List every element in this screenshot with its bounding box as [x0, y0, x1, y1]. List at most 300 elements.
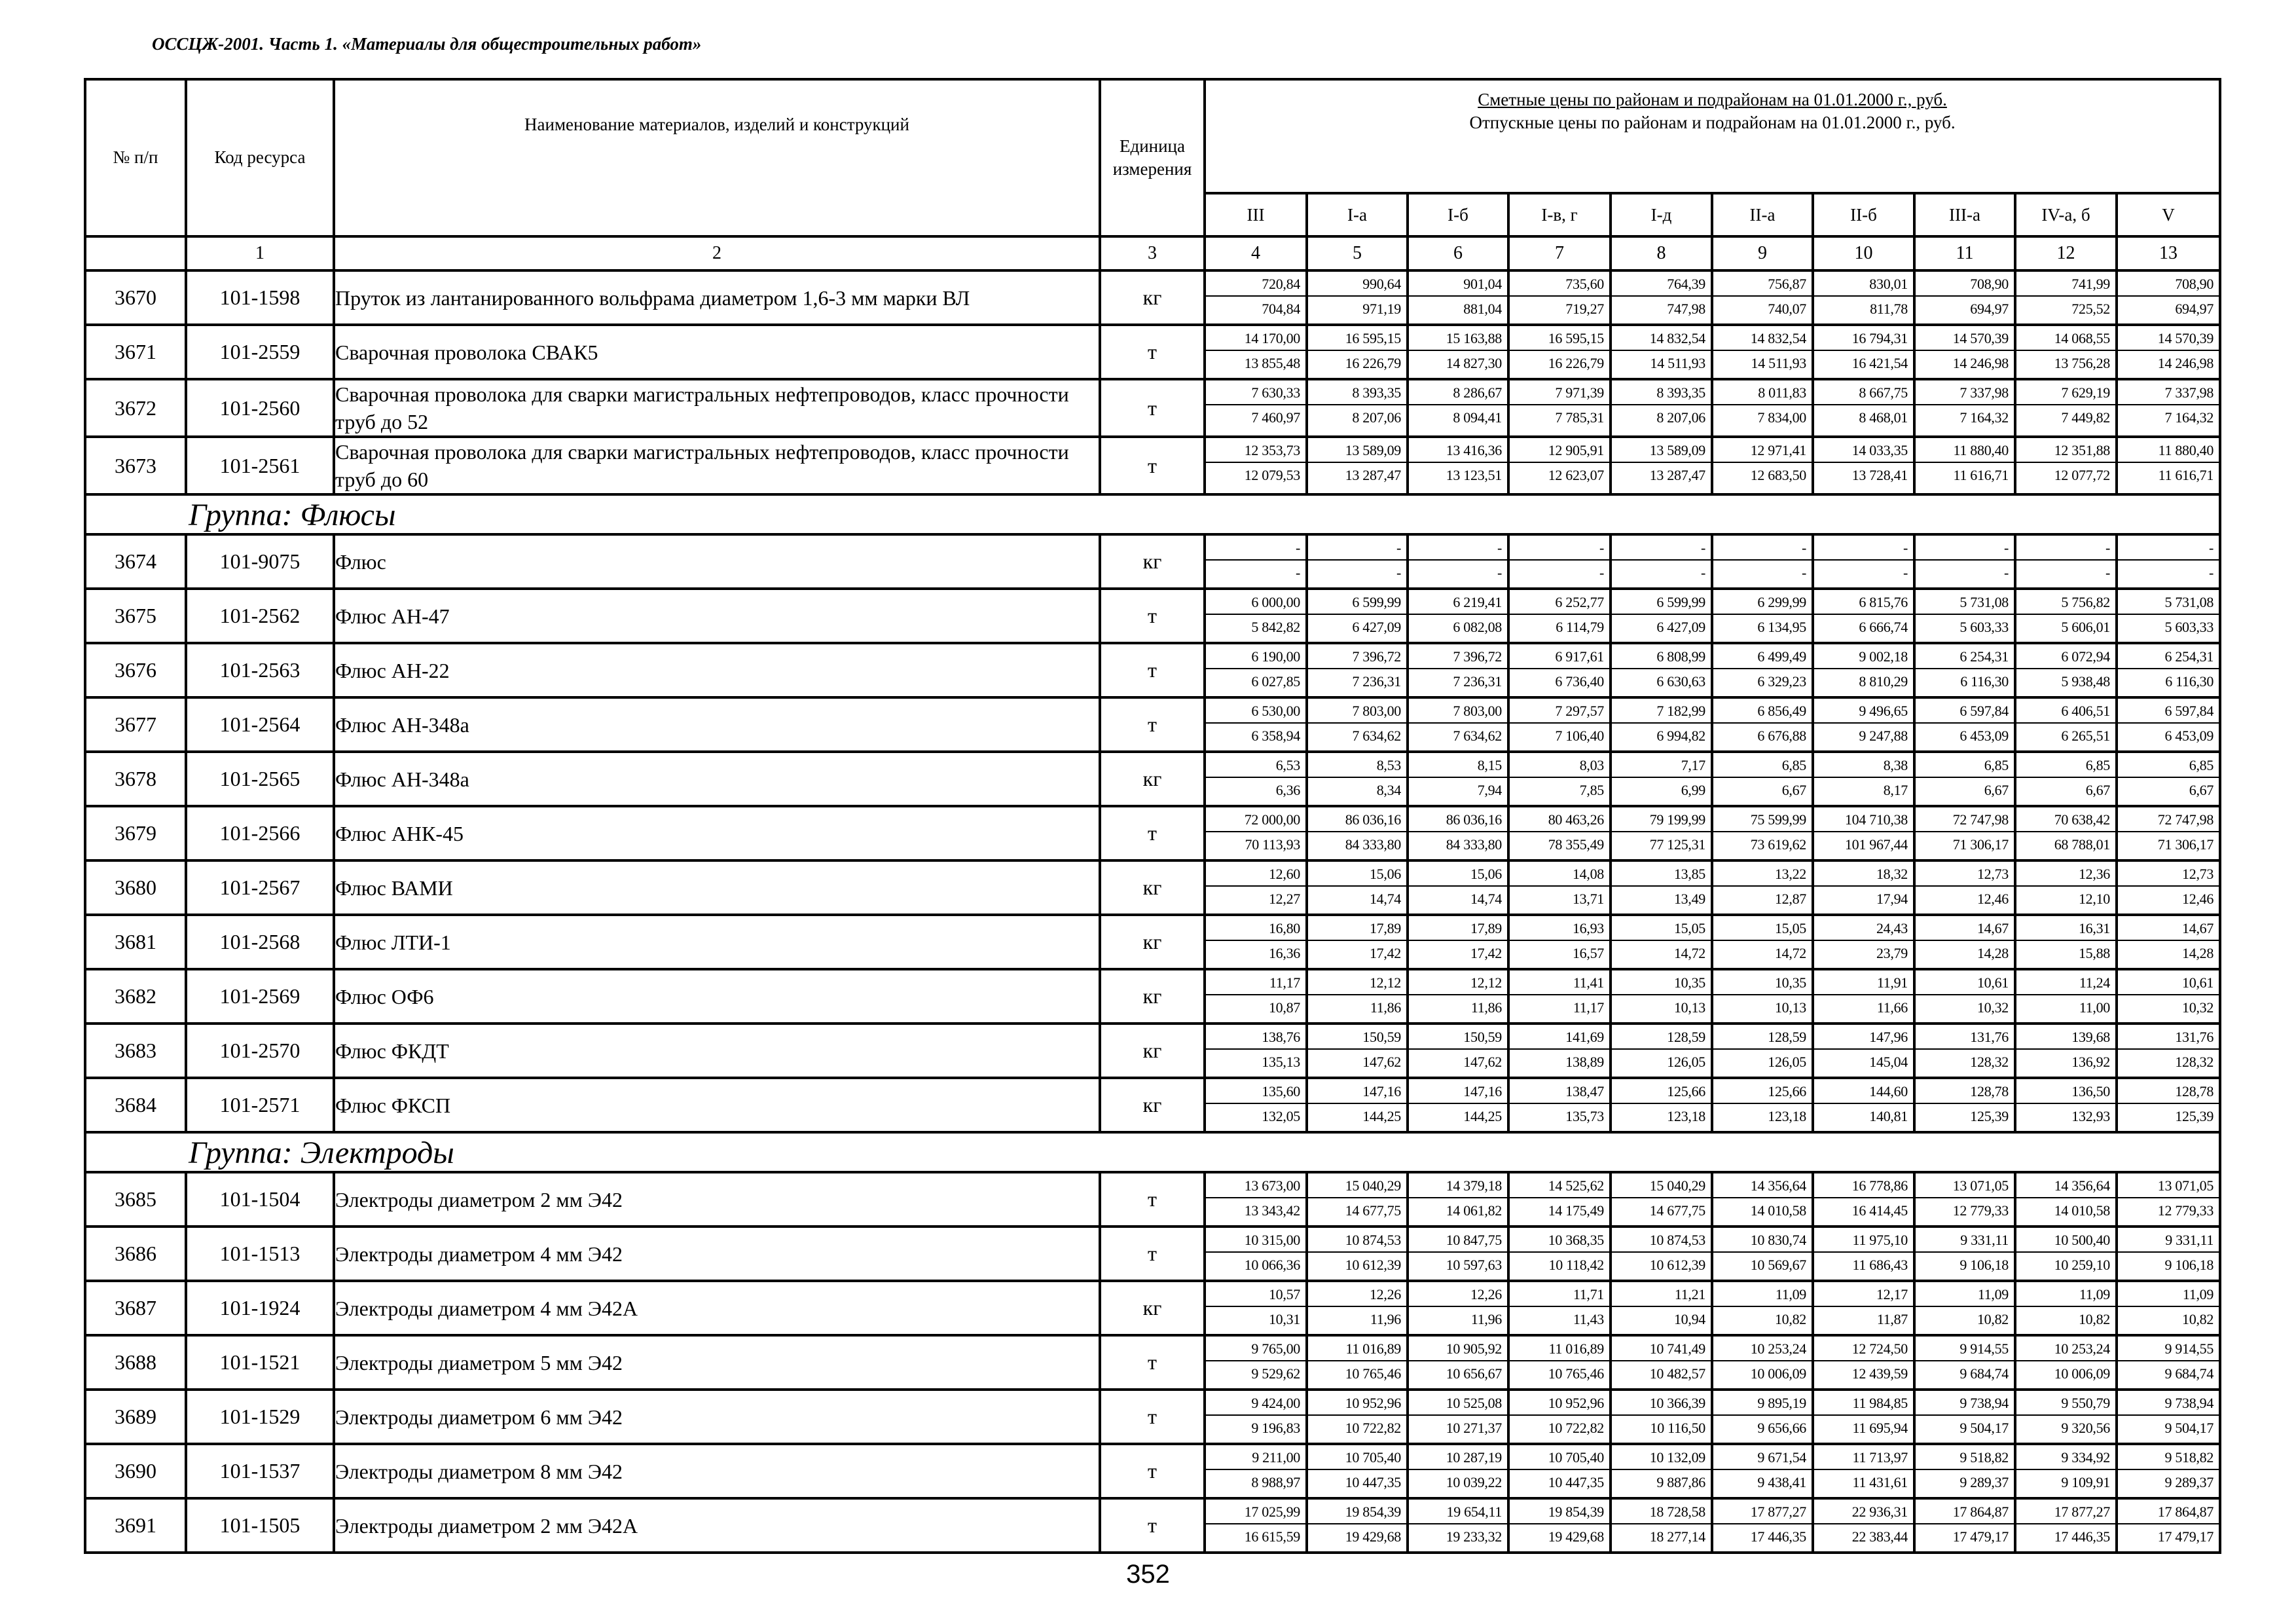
price-cell [1813, 752, 1914, 806]
release-price: 10 118,42 [1548, 1257, 1604, 1273]
estimate-price: 11,21 [1612, 1282, 1711, 1307]
resource-code: 101-2559 [186, 325, 334, 379]
estimate-price: 16 595,15 [1308, 326, 1406, 351]
estimate-price: 12,36 [2016, 862, 2115, 887]
estimate-price: 11 984,85 [1814, 1391, 1913, 1416]
release-price: 10 039,22 [1446, 1474, 1502, 1490]
price-cell [1205, 1498, 1307, 1553]
price-cell [1408, 1390, 1508, 1444]
estimate-price: 8 393,35 [1308, 380, 1406, 405]
estimate-price: 9 765,00 [1206, 1337, 1305, 1361]
price-cell [2117, 806, 2220, 860]
estimate-price: 10 500,40 [2016, 1228, 2115, 1253]
release-price: 14,72 [1673, 945, 1705, 961]
estimate-price: 8,53 [1308, 753, 1406, 778]
release-price: 18 277,14 [1649, 1528, 1705, 1545]
unit-of-measure: т [1100, 1335, 1205, 1390]
price-cell [1307, 379, 1408, 437]
estimate-price: 79 199,99 [1612, 807, 1711, 832]
unit-of-measure: т [1100, 1227, 1205, 1281]
estimate-price: 11 975,10 [1814, 1228, 1913, 1253]
release-price: 6 114,79 [1556, 619, 1604, 635]
price-cell [1712, 589, 1813, 643]
release-price: 12 683,50 [1750, 467, 1806, 483]
material-name: Электроды диаметром 8 мм Э42 [334, 1444, 1100, 1498]
price-cell [1712, 1024, 1813, 1078]
release-price: 6 453,09 [2164, 728, 2214, 744]
price-cell [1611, 325, 1712, 379]
unit-of-measure: т [1100, 379, 1205, 437]
row-number: 3675 [85, 589, 186, 643]
material-name: Электроды диаметром 2 мм Э42 [334, 1172, 1100, 1227]
table-row [85, 1335, 2220, 1390]
resource-code: 101-1537 [186, 1444, 334, 1498]
row-number: 3683 [85, 1024, 186, 1078]
release-price: 5 603,33 [1959, 619, 2009, 635]
release-price: 10,87 [1268, 999, 1300, 1016]
price-cell [1508, 1335, 1611, 1390]
release-price: 719,27 [1565, 301, 1604, 317]
table-row [85, 1024, 2220, 1078]
release-price: 6 027,85 [1251, 673, 1300, 690]
release-price: 11 616,71 [1953, 467, 2009, 483]
release-price: 6 453,09 [1959, 728, 2009, 744]
row-number: 3678 [85, 752, 186, 806]
estimate-price: 12,12 [1308, 970, 1406, 995]
resource-code: 101-2565 [186, 752, 334, 806]
resource-code: 101-1521 [186, 1335, 334, 1390]
estimate-price: 10 874,53 [1308, 1228, 1406, 1253]
price-cell [1914, 437, 2015, 494]
release-price: 12 779,33 [2157, 1202, 2214, 1219]
release-price: 6 116,30 [2165, 673, 2214, 690]
price-cell [2015, 1281, 2117, 1335]
page-number: 352 [1126, 1560, 1170, 1589]
table-row [85, 1227, 2220, 1281]
estimate-price: 14 170,00 [1206, 326, 1305, 351]
price-cell [1508, 1444, 1611, 1498]
resource-code: 101-2570 [186, 1024, 334, 1078]
price-cell [2015, 806, 2117, 860]
price-cell [1205, 806, 1307, 860]
material-name: Электроды диаметром 5 мм Э42 [334, 1335, 1100, 1390]
release-price: 7,85 [1579, 782, 1604, 798]
price-cell [1611, 1281, 1712, 1335]
release-price: 6 666,74 [1859, 619, 1908, 635]
price-cell [1508, 697, 1611, 752]
table-row [85, 437, 2220, 494]
release-price: 68 788,01 [2054, 836, 2110, 853]
table-row [85, 379, 2220, 437]
group-header-row [85, 494, 2220, 534]
release-price: 725,52 [2071, 301, 2110, 317]
release-price: 6 116,30 [1960, 673, 2009, 690]
release-price: 694,97 [2175, 301, 2214, 317]
price-cell [1712, 270, 1813, 325]
price-cell [1712, 1335, 1813, 1390]
release-price: 7 236,31 [1453, 673, 1502, 690]
group-label: Группа: Электроды [186, 1132, 2220, 1172]
material-name: Флюс АН-348а [334, 752, 1100, 806]
release-price: 84 333,80 [1345, 836, 1401, 853]
release-price: 9 887,86 [1656, 1474, 1705, 1490]
release-price: 17 446,35 [2054, 1528, 2110, 1545]
price-cell [1408, 270, 1508, 325]
estimate-price: 6 254,31 [1916, 644, 2014, 669]
price-cell [1813, 697, 1914, 752]
price-cell [1508, 1078, 1611, 1132]
estimate-price: 10,35 [1612, 970, 1711, 995]
release-price: 12 079,53 [1244, 467, 1300, 483]
price-cell [1205, 437, 1307, 494]
col-number-cell: 3 [1100, 236, 1205, 270]
price-cell [1813, 915, 1914, 969]
release-price: - [1497, 564, 1502, 581]
material-name: Электроды диаметром 4 мм Э42 [334, 1227, 1100, 1281]
estimate-price: 13 589,09 [1308, 438, 1406, 463]
estimate-price: - [1308, 536, 1406, 561]
estimate-price: 7,17 [1612, 753, 1711, 778]
resource-code: 101-2567 [186, 860, 334, 915]
estimate-price: 144,60 [1814, 1079, 1913, 1104]
release-price: 7 236,31 [1352, 673, 1401, 690]
col-number-cell: 12 [2015, 236, 2117, 270]
release-price: 14 511,93 [1650, 355, 1705, 371]
price-cell [1205, 270, 1307, 325]
price-table [84, 78, 2221, 1554]
row-number: 3688 [85, 1335, 186, 1390]
material-name: Электроды диаметром 6 мм Э42 [334, 1390, 1100, 1444]
estimate-price: 6,85 [1916, 753, 2014, 778]
region-header-cell: I-а [1307, 193, 1408, 236]
col-number-cell: 9 [1712, 236, 1813, 270]
price-cell [1914, 325, 2015, 379]
release-price: 14 246,98 [1952, 355, 2009, 371]
price-cell [1307, 1444, 1408, 1498]
release-price: 10,13 [1673, 999, 1705, 1016]
price-cell [1914, 915, 2015, 969]
release-price: 10 259,10 [2054, 1257, 2110, 1273]
material-name: Флюс ФКДТ [334, 1024, 1100, 1078]
price-cell [2015, 534, 2117, 589]
release-price: 77 125,31 [1649, 836, 1705, 853]
estimate-price: 6 856,49 [1713, 699, 1812, 724]
estimate-price: 17 864,87 [2118, 1500, 2219, 1524]
price-cell [1408, 1172, 1508, 1227]
release-price: 13 123,51 [1446, 467, 1502, 483]
price-cell [1408, 806, 1508, 860]
estimate-price: 16,80 [1206, 916, 1305, 941]
price-cell [1712, 915, 1813, 969]
price-cell [1508, 1172, 1611, 1227]
estimate-price: 14,67 [1916, 916, 2014, 941]
release-price: 8 810,29 [1859, 673, 1908, 690]
release-price: 14 827,30 [1446, 355, 1502, 371]
price-cell [1611, 860, 1712, 915]
resource-code: 101-1504 [186, 1172, 334, 1227]
price-cell [1408, 1444, 1508, 1498]
release-price: 12,87 [1774, 891, 1806, 907]
estimate-price: 901,04 [1409, 272, 1507, 297]
price-cell [1712, 1227, 1813, 1281]
price-cell [1307, 752, 1408, 806]
row-number: 3682 [85, 969, 186, 1024]
release-price: 13 287,47 [1649, 467, 1705, 483]
table-row [85, 1498, 2220, 1553]
price-cell [1307, 270, 1408, 325]
release-price: 10 569,67 [1750, 1257, 1806, 1273]
estimate-price: 10 253,24 [2016, 1337, 2115, 1361]
unit-of-measure: кг [1100, 969, 1205, 1024]
release-price: 10,94 [1673, 1311, 1705, 1327]
release-price: 7 106,40 [1555, 728, 1604, 744]
estimate-price: 70 638,42 [2016, 807, 2115, 832]
release-price: 6 134,95 [1757, 619, 1806, 635]
row-number: 3690 [85, 1444, 186, 1498]
estimate-price: 19 654,11 [1409, 1500, 1507, 1524]
release-price: 5 603,33 [2164, 619, 2214, 635]
release-price: 6 265,51 [2061, 728, 2110, 744]
release-price: 6,67 [2189, 782, 2214, 798]
release-price: 6,67 [1781, 782, 1806, 798]
release-price: 17 479,17 [1952, 1528, 2009, 1545]
estimate-price: 9 914,55 [1916, 1337, 2014, 1361]
estimate-price: 9 671,54 [1713, 1445, 1812, 1470]
estimate-price: 6 219,41 [1409, 590, 1507, 615]
price-cell [1914, 860, 2015, 915]
estimate-price: 6 299,99 [1713, 590, 1812, 615]
release-price: 13 756,28 [2054, 355, 2110, 371]
price-cell [1611, 1227, 1712, 1281]
price-cell [1408, 1024, 1508, 1078]
price-cell [1307, 589, 1408, 643]
release-price: 12,27 [1268, 891, 1300, 907]
price-cell [1813, 1078, 1914, 1132]
price-cell [2117, 379, 2220, 437]
prices-release-label: Отпускные цены по районам и подрайонам на 01.01.2000 г., руб. [1469, 113, 1956, 133]
release-price: 971,19 [1362, 301, 1401, 317]
release-price: 71 306,17 [2157, 836, 2214, 853]
estimate-price: 17 877,27 [2016, 1500, 2115, 1524]
price-cell [1914, 969, 2015, 1024]
material-name: Электроды диаметром 2 мм Э42А [334, 1498, 1100, 1553]
release-price: 10,82 [2078, 1311, 2110, 1327]
estimate-price: - [1916, 536, 2014, 561]
unit-of-measure: кг [1100, 270, 1205, 325]
price-cell [1712, 1078, 1813, 1132]
price-cell [1307, 325, 1408, 379]
release-price: 17,42 [1369, 945, 1401, 961]
estimate-price: 12,17 [1814, 1282, 1913, 1307]
release-price: 6,99 [1681, 782, 1705, 798]
release-price: 6 427,09 [1656, 619, 1705, 635]
estimate-price: 12 353,73 [1206, 438, 1305, 463]
release-price: - [1700, 564, 1705, 581]
estimate-price: 6 406,51 [2016, 699, 2115, 724]
release-price: 10 447,35 [1345, 1474, 1401, 1490]
release-price: 19 233,32 [1446, 1528, 1502, 1545]
price-cell [1611, 534, 1712, 589]
price-cell [1914, 534, 2015, 589]
estimate-price: 8 286,67 [1409, 380, 1507, 405]
release-price: 17 446,35 [1750, 1528, 1806, 1545]
price-cell [1307, 915, 1408, 969]
price-cell [2015, 589, 2117, 643]
release-price: - [1396, 564, 1401, 581]
price-cell [1408, 643, 1508, 697]
row-number: 3672 [85, 379, 186, 437]
price-cell [2015, 1227, 2117, 1281]
price-cell [1307, 1024, 1408, 1078]
price-cell [1508, 325, 1611, 379]
table-row [85, 969, 2220, 1024]
release-price: 9 289,37 [1959, 1474, 2009, 1490]
price-cell [1408, 437, 1508, 494]
price-cell [1307, 1078, 1408, 1132]
release-price: 14 677,75 [1649, 1202, 1705, 1219]
estimate-price: 10 253,24 [1713, 1337, 1812, 1361]
resource-code: 101-1505 [186, 1498, 334, 1553]
release-price: 8,34 [1376, 782, 1401, 798]
price-cell [2117, 589, 2220, 643]
price-cell [1205, 534, 1307, 589]
release-price: - [2105, 564, 2110, 581]
estimate-price: 11,91 [1814, 970, 1913, 995]
price-cell [2015, 969, 2117, 1024]
estimate-price: 128,59 [1713, 1025, 1812, 1050]
release-price: 811,78 [1870, 301, 1908, 317]
release-price: 9 438,41 [1757, 1474, 1806, 1490]
release-price: 10 722,82 [1345, 1420, 1401, 1436]
release-price: 10 482,57 [1649, 1365, 1705, 1382]
col-header-name: Наименование материалов, изделий и конструкций [334, 79, 1100, 236]
release-price: 7 460,97 [1251, 409, 1300, 426]
release-price: 740,07 [1768, 301, 1806, 317]
release-price: 694,97 [1970, 301, 2009, 317]
price-cell [2117, 752, 2220, 806]
price-cell [1205, 589, 1307, 643]
price-cell [2117, 1024, 2220, 1078]
estimate-price: 6 599,99 [1308, 590, 1406, 615]
estimate-price: 19 854,39 [1510, 1500, 1609, 1524]
release-price: 136,92 [2071, 1054, 2110, 1070]
price-cell [1813, 589, 1914, 643]
release-price: 6,67 [2085, 782, 2110, 798]
estimate-price: 12 724,50 [1814, 1337, 1913, 1361]
estimate-price: 14,67 [2118, 916, 2219, 941]
price-cell [1205, 1444, 1307, 1498]
material-name: Флюс ОФ6 [334, 969, 1100, 1024]
price-cell [2117, 1498, 2220, 1553]
estimate-price: 7 803,00 [1308, 699, 1406, 724]
price-cell [1307, 534, 1408, 589]
col-number-cell: 7 [1508, 236, 1611, 270]
material-name: Сварочная проволока СВАК5 [334, 325, 1100, 379]
col-number-cell: 13 [2117, 236, 2220, 270]
release-price: 14,28 [1977, 945, 2009, 961]
release-price: 9 109,91 [2061, 1474, 2110, 1490]
price-cell [1408, 1335, 1508, 1390]
estimate-price: 10 952,96 [1308, 1391, 1406, 1416]
price-cell [1712, 1281, 1813, 1335]
price-cell [2117, 1078, 2220, 1132]
release-price: 73 619,62 [1750, 836, 1806, 853]
release-price: 10,13 [1774, 999, 1806, 1016]
estimate-price: 19 854,39 [1308, 1500, 1406, 1524]
price-cell [2117, 697, 2220, 752]
release-price: 10,82 [1977, 1311, 2009, 1327]
release-price: 128,32 [2175, 1054, 2214, 1070]
estimate-price: 764,39 [1612, 272, 1711, 297]
release-price: 12,46 [2182, 891, 2214, 907]
release-price: 6,36 [1275, 782, 1300, 798]
price-cell [1914, 752, 2015, 806]
unit-of-measure: кг [1100, 1281, 1205, 1335]
estimate-price: 80 463,26 [1510, 807, 1609, 832]
estimate-price: 72 747,98 [2118, 807, 2219, 832]
estimate-price: 141,69 [1510, 1025, 1609, 1050]
row-number: 3676 [85, 643, 186, 697]
price-cell [1914, 1335, 2015, 1390]
release-price: 8 207,06 [1352, 409, 1401, 426]
price-cell [1813, 1172, 1914, 1227]
release-price: 7 785,31 [1555, 409, 1604, 426]
col-header-unit: Единица измерения [1100, 79, 1205, 236]
release-price: 10 116,50 [1650, 1420, 1705, 1436]
resource-code: 101-2562 [186, 589, 334, 643]
table-row [85, 1078, 2220, 1132]
unit-of-measure: т [1100, 1444, 1205, 1498]
estimate-price: 7 297,57 [1510, 699, 1609, 724]
price-cell [1611, 806, 1712, 860]
release-price: - [1801, 564, 1806, 581]
release-price: 11,66 [1876, 999, 1908, 1016]
estimate-price: 6 599,99 [1612, 590, 1711, 615]
row-number: 3681 [85, 915, 186, 969]
estimate-price: 720,84 [1206, 272, 1305, 297]
estimate-price: 104 710,38 [1814, 807, 1913, 832]
unit-of-measure: кг [1100, 860, 1205, 915]
estimate-price: 708,90 [2118, 272, 2219, 297]
release-price: 10 612,39 [1345, 1257, 1401, 1273]
price-cell [1611, 697, 1712, 752]
estimate-price: 8,15 [1409, 753, 1507, 778]
price-cell [1611, 1172, 1712, 1227]
release-price: 8 207,06 [1656, 409, 1705, 426]
price-cell [1408, 860, 1508, 915]
release-price: 23,79 [1876, 945, 1908, 961]
estimate-price: 18,32 [1814, 862, 1913, 887]
estimate-price: 15,05 [1713, 916, 1812, 941]
release-price: 11,43 [1573, 1311, 1604, 1327]
release-price: 5 938,48 [2061, 673, 2110, 690]
row-number: 3679 [85, 806, 186, 860]
price-cell [1914, 697, 2015, 752]
price-cell [1205, 643, 1307, 697]
material-name: Флюс ФКСП [334, 1078, 1100, 1132]
estimate-price: 10 741,49 [1612, 1337, 1711, 1361]
release-price: 6 358,94 [1251, 728, 1300, 744]
release-price: 11,96 [1470, 1311, 1502, 1327]
release-price: 10,31 [1268, 1311, 1300, 1327]
estimate-price: 11 016,89 [1308, 1337, 1406, 1361]
release-price: 11 431,61 [1852, 1474, 1908, 1490]
price-cell [1307, 1498, 1408, 1553]
price-cell [1307, 969, 1408, 1024]
release-price: 9 684,74 [1959, 1365, 2009, 1382]
release-price: 9 529,62 [1251, 1365, 1300, 1382]
unit-of-measure: кг [1100, 1078, 1205, 1132]
